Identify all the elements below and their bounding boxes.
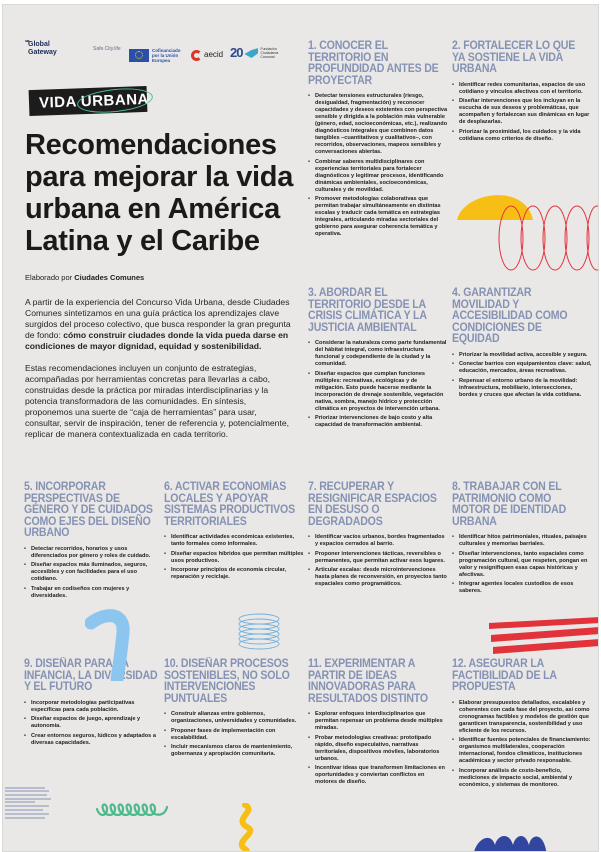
list-item: • Detectar recorridos, horarios y usos diferenciados por género y roles de cuidado.: [24, 546, 164, 560]
card-title: 6. ACTIVAR ECONOMÍAS LOCALES Y APOYAR SISTEMAS PRODUCTIVOS TERRITORIALES: [164, 481, 295, 528]
recommendation-card-3: [308, 288, 448, 432]
red-stripes-icon: [487, 617, 599, 657]
recommendation-card-1: [308, 41, 448, 241]
list-item: • Proponer intervenciones tácticas, reversibles o permanentes, que permitan activar esos lugares.: [308, 551, 448, 565]
safe-city-logo: Safe.City.life: [93, 46, 121, 52]
recommendation-card-2: [452, 41, 592, 145]
eu-flag-icon: [129, 49, 149, 62]
list-item: • Incorporar análisis de costo-beneficio, mediciones de impacto social, ambiental y económico, y sistemas de monitoreo.: [452, 768, 592, 789]
list-item: • Identificar hitos patrimoniales, rituales, paisajes culturales y memorias barriales.: [452, 534, 592, 548]
list-item: • Diseñar espacios que cumplan funciones múltiples: recreativas, ecológicas y de mitigación. Esto puede hacerse mediante la incorporación de drenaje sostenible, vegetación nativa, sombra, manejo hídrico y protección climática en proyectos de intervención urbana.: [308, 371, 448, 413]
aecid-logo: [191, 44, 223, 66]
global-gateway-logo: [25, 40, 57, 63]
list-item: • Identificar fuentes potenciales de financiamiento: organismos multilaterales, cooperación internacional, fondos climáticos, instituciones académicas y sector privado responsable.: [452, 737, 592, 765]
card-list: [308, 711, 448, 786]
eu-logo: [129, 44, 188, 66]
list-item: • Identificar actividades económicas existentes, tanto formales como informales.: [164, 534, 304, 548]
recommendation-card-6: [164, 482, 304, 584]
recommendation-card-7: [308, 482, 448, 591]
eu-text: Cofinanciado por la Unión Europea: [152, 47, 181, 63]
recommendation-card-9: [24, 659, 164, 749]
card-title: 10. DISEÑAR PROCESOS SOSTENIBLES, NO SOLO INTERVENCIONES PUNTUALES: [164, 658, 290, 705]
card-list: [164, 711, 304, 758]
intro-p1-plain: A partir de la experiencia del Concurso Vida Urbana, desde Ciudades Comunes sintetizamos en una guía práctica los aprendizajes clave surgidos del proceso colectivo, que busca responder la gran pregunta de fondo:: [25, 297, 291, 340]
anniversary-number: 20: [230, 44, 243, 60]
intro-text: [25, 297, 295, 451]
intro-paragraph-2: Estas recomendaciones incluyen un conjunto de estrategias, acompañadas por herramientas concretas para llevarlas a cabo, construidas desde la práctica por miradas interdisciplinarias y la potencia transformadora de las comunidades. En síntesis, proponemos una suerte de “caja de herramientas” para usar, consultar, servir de inspiración, tener de referencia y, potencialmente, replicar de manera contextualizada en cada territorio.: [25, 363, 289, 439]
brand-part2: URBANA: [80, 90, 150, 110]
list-item: • Repensar el entorno urbano de la movilidad: infraestructura, mobiliario, intersecciones, bordes y cruces que afectan la vida cotidiana.: [452, 378, 592, 399]
list-item: • Articular escalas: desde microintervenciones hasta planes de reconversión, en proyectos tanto espaciales como programáticos.: [308, 567, 448, 588]
poster-page: [2, 4, 599, 852]
intro-paragraph-1: [25, 297, 295, 352]
green-loops-icon: [95, 801, 189, 819]
card-title: 9. DISEÑAR PARA LA INFANCIA, LA DIVERSIDAD Y EL FUTURO: [24, 658, 158, 693]
list-item: • Priorizar intervenciones de bajo costo y alta capacidad de transformación ambiental.: [308, 415, 448, 429]
recommendation-card-5: [24, 482, 164, 602]
list-item: • Diseñar espacios híbridos que permitan múltiples usos productivos.: [164, 551, 304, 565]
list-item: • Considerar la naturaleza como parte fundamental del hábitat integral, como infraestructura funcional y codependiente de la ciudad y la comunidad.: [308, 340, 448, 368]
list-item: • Diseñar intervenciones, tanto espaciales como programación cultural, que respeten, pongan en valor y resignifiquen esas capas históricas y afectivas.: [452, 551, 592, 579]
wing-icon: [244, 48, 258, 58]
card-title: 5. INCORPORAR PERSPECTIVAS DE GÉNERO Y DE CUIDADOS COMO EJES DEL DISEÑO URBANO: [24, 481, 153, 539]
list-item: • Explorar enfoques interdisciplinarios que permitan repensar un problema desde múltiples miradas.: [308, 711, 448, 732]
card-title: 1. CONOCER EL TERRITORIO EN PROFUNDIDAD ANTES DE PROYECTAR: [308, 40, 439, 87]
card-title: 11. EXPERIMENTAR A PARTIR DE IDEAS INNOVADORAS PARA RESULTADOS DISTINTO: [308, 658, 428, 705]
card-list: [452, 352, 592, 399]
intro-p1-bold: cómo construir ciudades donde la vida pueda darse en condiciones de mayor dignidad, equidad y sostenibilidad.: [25, 330, 289, 351]
card-title: 4. GARANTIZAR MOVILIDAD Y ACCESIBILIDAD COMO CONDICIONES DE EQUIDAD: [452, 287, 568, 345]
partner-text: Fundación Ciudadanía Comunal: [260, 47, 279, 59]
list-item: • Priorizar la proximidad, los cuidados y la vida cotidiana como criterios de diseño.: [452, 129, 592, 143]
vida-urbana-tag: [29, 86, 148, 116]
list-item: • Incorporar principios de economía circular, reparación y reciclaje.: [164, 567, 304, 581]
list-item: • Priorizar la movilidad activa, accesible y segura.: [452, 352, 592, 359]
logo-text: Gateway: [28, 48, 57, 56]
recommendation-card-8: [452, 482, 592, 598]
card-title: 7. RECUPERAR Y RESIGNIFICAR ESPACIOS EN DESUSO O DEGRADADOS: [308, 481, 437, 528]
list-item: • Detectar tensiones estructurales (riesgo, desigualdad, fragmentación) y reconocer capacidades y deseos existentes con perspectiva sensible y dirigida a la población más vulnerable (género, edad, socioeconómicas, etc.), realizando diagnósticos integrales que combinen datos tangibles –cuantitativos y cualitativos–, con recorridos, observaciones, mapeos sensibles y conversaciones abiertas.: [308, 93, 448, 156]
yellow-squiggle-icon: [229, 803, 265, 852]
list-item: • Integrar agentes locales custodios de esos saberes.: [452, 581, 592, 595]
partner-logos: [25, 40, 287, 62]
recommendation-card-12: [452, 659, 592, 791]
anniversary-logo: [230, 42, 280, 64]
blue-coil-icon: [237, 613, 281, 653]
list-item: • Identificar redes comunitarias, espacios de uso cotidiano y vínculos afectivos con el territorio.: [452, 82, 592, 96]
card-list: [308, 534, 448, 588]
card-list: [452, 534, 592, 595]
list-item: • Incorporar metodologías participativas específicas para cada población.: [24, 700, 164, 714]
card-list: [452, 82, 592, 143]
list-item: • Crear entornos seguros, lúdicos y adaptados a diversas capacidades.: [24, 733, 164, 747]
logo-text: Global: [28, 41, 50, 48]
byline: [25, 273, 144, 282]
card-title: 8. TRABAJAR CON EL PATRIMONIO COMO MOTOR DE IDENTIDAD URBANA: [452, 481, 567, 528]
byline-prefix: Elaborado por: [25, 273, 73, 282]
blue-lines-icon: [5, 786, 53, 820]
card-title: 2. FORTALECER LO QUE YA SOSTIENE LA VIDA URBANA: [452, 40, 576, 75]
list-item: • Incluir mecanismos claros de mantenimiento, gobernanza y apropiación comunitaria.: [164, 744, 304, 758]
card-list: [308, 340, 448, 429]
brand-part1: VIDA: [38, 92, 78, 112]
recommendation-card-10: [164, 659, 304, 761]
recommendation-card-4: [452, 288, 592, 401]
card-title: 12. ASEGURAR LA FACTIBILIDAD DE LA PROPUESTA: [452, 658, 557, 693]
aecid-mark-icon: [191, 50, 202, 61]
list-item: • Combinar saberes multidisciplinares con experiencias territoriales para fortalecer diagnósticos y legitimar procesos, identificando dinámicas ambientales, socioeconómicas, culturales y de movilidad.: [308, 159, 448, 194]
card-list: [24, 546, 164, 600]
recommendation-card-11: [308, 659, 448, 789]
aecid-text: aecid: [204, 49, 224, 59]
list-item: • Diseñar espacios más iluminados, seguros, accesibles y con facilidades para el uso cotidiano.: [24, 562, 164, 583]
list-item: • Diseñar intervenciones que los incluyan en la escucha de sus deseos y problemáticas, que acompañen y fortalezcan sus dinámicas en lugar de desplazarlas.: [452, 98, 592, 126]
list-item: • Elaborar presupuestos detallados, escalables y coherentes con cada fase del proyecto, así como cronogramas factibles y modelos de gestión que garanticen transparencia, sostenibilidad y uso eficiente de los recursos.: [452, 700, 592, 735]
navy-blobs-icon: [473, 831, 549, 852]
list-item: • Identificar vacíos urbanos, bordes fragmentados y espacios cerrados al barrio.: [308, 534, 448, 548]
list-item: • Incentivar ideas que transformen limitaciones en oportunidades y conviertan conflictos en motores de diseño.: [308, 765, 448, 786]
card-list: [308, 93, 448, 238]
card-list: [24, 700, 164, 747]
list-item: • Promover metodologías colaborativas que permitan trabajar simultáneamente en distintas escalas y traducir cada temática en estrategias integrales, articulando miradas sectoriales del gobierno para asegurar coherencia temática y operativa.: [308, 196, 448, 238]
list-item: • Probar metodologías creativas: prototipado rápido, diseño especulativo, narrativas territoriales, dispositivos móviles, laboratorios urbanos.: [308, 735, 448, 763]
page-title: Recomendaciones para mejorar la vida urbana en América Latina y el Caribe: [25, 129, 294, 257]
list-item: • Diseñar espacios de juego, aprendizaje y autonomía.: [24, 716, 164, 730]
list-item: • Conectar barrios con equipamientos clave: salud, educación, mercados, áreas recreativas.: [452, 361, 592, 375]
list-item: • Proponer fases de implementación con escalabilidad.: [164, 728, 304, 742]
card-list: [164, 534, 304, 581]
card-list: [452, 700, 592, 789]
list-item: • Trabajar en codiseños con mujeres y diversidades.: [24, 586, 164, 600]
yellow-half-sun-icon: [455, 188, 599, 284]
list-item: • Construir alianzas entre gobiernos, organizaciones, universidades y comunidades.: [164, 711, 304, 725]
card-title: 3. ABORDAR EL TERRITORIO DESDE LA CRISIS CLIMÁTICA Y LA JUSTICIA AMBIENTAL: [308, 287, 427, 334]
byline-author: Ciudades Comunes: [74, 273, 145, 282]
stars-icon: * * *: [25, 40, 29, 46]
